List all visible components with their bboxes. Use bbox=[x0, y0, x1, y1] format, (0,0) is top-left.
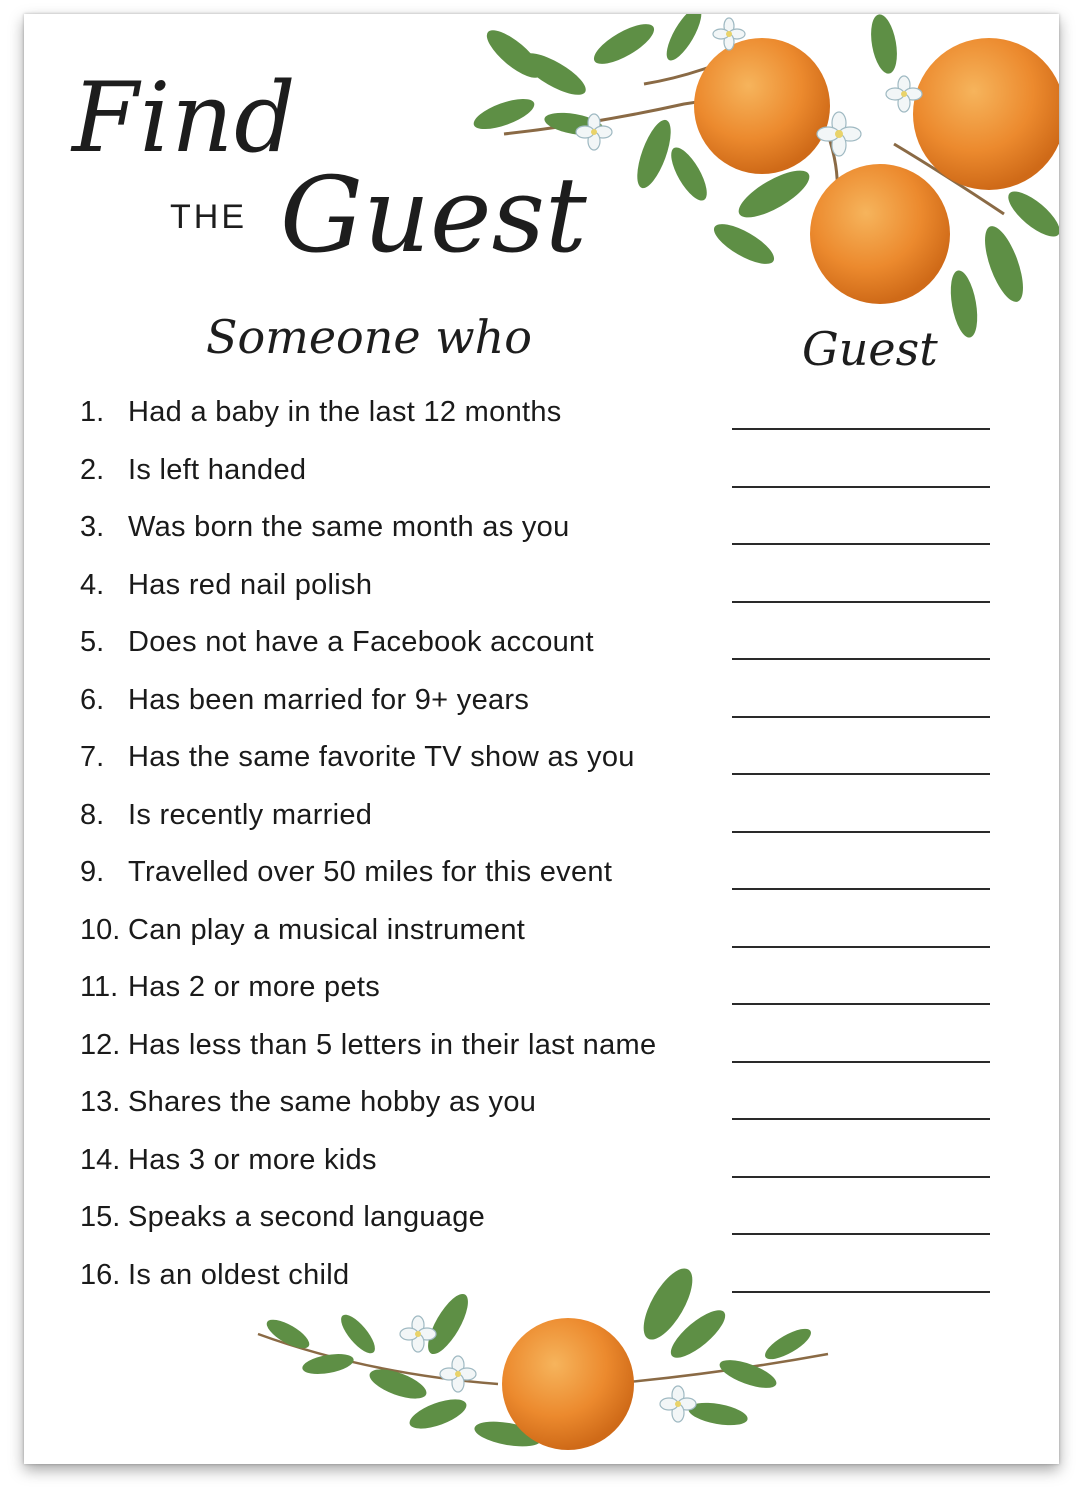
prompt-list bbox=[80, 384, 990, 1304]
guest-answer-line[interactable] bbox=[732, 716, 990, 718]
title-the: THE bbox=[170, 198, 247, 236]
item-text: Has the same favorite TV show as you bbox=[128, 741, 635, 773]
list-item bbox=[80, 1132, 990, 1190]
item-number: 9. bbox=[80, 856, 105, 888]
item-number: 14. bbox=[80, 1143, 121, 1176]
item-text: Travelled over 50 miles for this event bbox=[128, 856, 613, 888]
guest-answer-line[interactable] bbox=[732, 1118, 990, 1120]
item-text: Has 2 or more pets bbox=[128, 971, 380, 1003]
item-number: 5. bbox=[80, 626, 105, 658]
list-item bbox=[80, 902, 990, 960]
list-item bbox=[80, 442, 990, 500]
list-item bbox=[80, 844, 990, 902]
guest-answer-line[interactable] bbox=[732, 1233, 990, 1235]
guest-answer-line[interactable] bbox=[732, 773, 990, 775]
guest-answer-line[interactable] bbox=[732, 1176, 990, 1178]
item-text: Is an oldest child bbox=[128, 1258, 350, 1291]
item-text: Had a baby in the last 12 months bbox=[128, 396, 562, 428]
game-card bbox=[24, 14, 1059, 1464]
guest-answer-line[interactable] bbox=[732, 1061, 990, 1063]
list-item bbox=[80, 499, 990, 557]
guest-answer-line[interactable] bbox=[732, 946, 990, 948]
item-number: 13. bbox=[80, 1086, 121, 1118]
orange-sprig-illustration bbox=[248, 1264, 838, 1464]
item-number: 1. bbox=[80, 396, 105, 428]
item-text: Does not have a Facebook account bbox=[128, 626, 594, 658]
item-text: Was born the same month as you bbox=[128, 511, 570, 543]
guest-answer-line[interactable] bbox=[732, 601, 990, 603]
column-heading-someone-who: Someone who bbox=[206, 310, 532, 364]
column-heading-guest: Guest bbox=[802, 322, 938, 376]
item-number: 6. bbox=[80, 683, 105, 716]
guest-answer-line[interactable] bbox=[732, 1003, 990, 1005]
list-item bbox=[80, 557, 990, 615]
list-item bbox=[80, 959, 990, 1017]
item-text: Speaks a second language bbox=[128, 1201, 486, 1233]
list-item bbox=[80, 672, 990, 730]
item-number: 8. bbox=[80, 798, 105, 831]
list-item bbox=[80, 1189, 990, 1247]
title-find: Find bbox=[72, 62, 297, 174]
title-guest: Guest bbox=[280, 154, 587, 276]
guest-answer-line[interactable] bbox=[732, 658, 990, 660]
guest-answer-line[interactable] bbox=[732, 486, 990, 488]
guest-answer-line[interactable] bbox=[732, 428, 990, 430]
list-item bbox=[80, 1074, 990, 1132]
list-item bbox=[80, 1017, 990, 1075]
item-number: 2. bbox=[80, 453, 105, 486]
guest-answer-line[interactable] bbox=[732, 831, 990, 833]
list-item bbox=[80, 384, 990, 442]
item-text: Has 3 or more kids bbox=[128, 1143, 377, 1176]
item-number: 16. bbox=[80, 1258, 121, 1291]
item-number: 11. bbox=[80, 971, 119, 1003]
guest-answer-line[interactable] bbox=[732, 543, 990, 545]
guest-answer-line[interactable] bbox=[732, 888, 990, 890]
item-number: 10. bbox=[80, 913, 121, 946]
item-text: Has been married for 9+ years bbox=[128, 683, 530, 716]
item-number: 7. bbox=[80, 741, 105, 773]
list-item bbox=[80, 614, 990, 672]
item-number: 4. bbox=[80, 568, 105, 601]
item-text: Has red nail polish bbox=[128, 568, 373, 601]
item-number: 15. bbox=[80, 1201, 121, 1233]
item-text: Can play a musical instrument bbox=[128, 913, 526, 946]
item-text: Shares the same hobby as you bbox=[128, 1086, 537, 1118]
item-text: Is left handed bbox=[128, 453, 307, 486]
item-text: Has less than 5 letters in their last name bbox=[128, 1028, 657, 1061]
list-item bbox=[80, 787, 990, 845]
list-item bbox=[80, 729, 990, 787]
item-number: 12. bbox=[80, 1028, 121, 1061]
item-text: Is recently married bbox=[128, 798, 373, 831]
item-number: 3. bbox=[80, 511, 105, 543]
